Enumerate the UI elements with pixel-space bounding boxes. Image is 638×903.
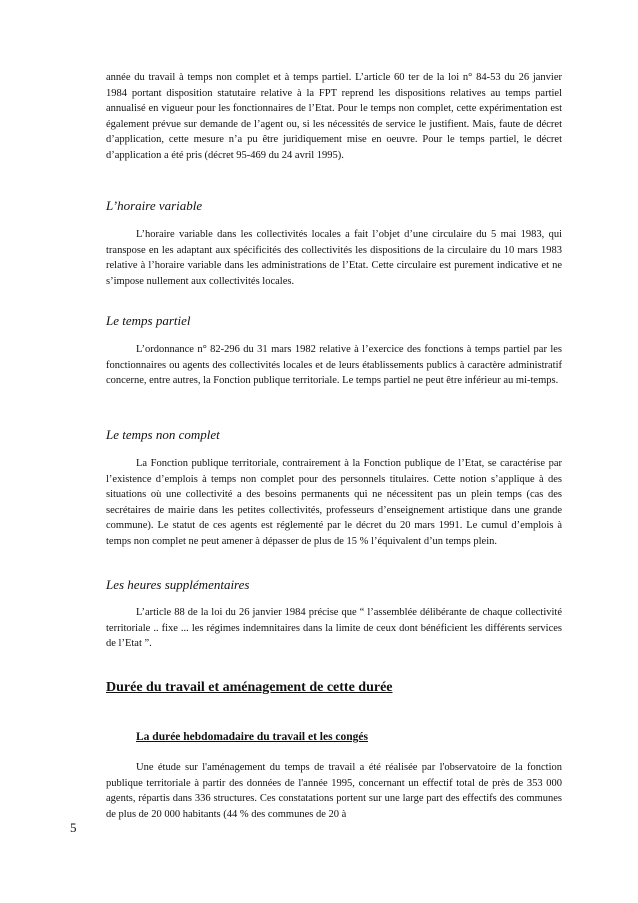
paragraph-heures-supplementaires: L’article 88 de la loi du 26 janvier 1984 précise que “ l’assemblée délibérante de chaque collectivité territoriale .. fixe ... les régimes indemnitaires dans la limite de ceux dont bénéficient les différents services de l’Etat ”. [106,607,562,649]
heading-temps-partiel: Le temps partiel [106,313,191,328]
page-number: 5 [70,820,77,835]
paragraph-temps-annualise: année du travail à temps non complet et à temps partiel. L’article 60 ter de la loi n° 84-53 du 26 janvier 1984 portant disposition statutaire relative à la FPT reprend les dispositions relatives au temps partiel annualisé en vigueur pour les fonctionnaires de l’Etat. Pour le temps non complet, cette expérimentation est également prévue sur demande de l’agent ou, si les nécessités de service le justifient. Mais, faute de décret d’application, cette mesure n’a pu être juridiquement mise en oeuvre. Pour le temps partiel, le décret d’application a été pris (décret 95-469 du 24 avril 1995). [106,72,562,161]
paragraph-etude-observatoire: Une étude sur l'aménagement du temps de travail a été réalisée par l'observatoire de la fonction publique territoriale à partir des données de l'année 1995, concernant un effectif total de près de 353 000 agents, répartis dans 336 structures. Ces constatations portent sur une large part des effectifs des communes de plus de 20 000 habitants (44 % des communes de 20 à [106,762,562,820]
paragraph-temps-partiel: L’ordonnance n° 82-296 du 31 mars 1982 relative à l’exercice des fonctions à temps partiel par les fonctionnaires ou agents des collectivités locales et de leurs établissements publics à caractère administratif concerne, entre autres, la Fonction publique territoriale. Le temps partiel ne peut être inférieur au mi-temps. [106,344,562,386]
heading-horaire-variable: L’horaire variable [106,198,203,213]
paragraph-horaire-variable: L’horaire variable dans les collectivités locales a fait l’objet d’une circulaire du 5 mai 1983, qui transpose en les adaptant aux spécificités des collectivités les dispositions de la circulaire du 10 mars 1983 relative à l’horaire variable dans les administrations de l’Etat. Cette circulaire est purement indicative et ne s’impose nullement aux collectivités locales. [106,229,562,287]
paragraph-temps-non-complet: La Fonction publique territoriale, contrairement à la Fonction publique de l’Etat, se caractérise par l’existence d’emplois à temps non complet pour des personnels titulaires. Cette notion s’applique à des situations où une collectivité a des besoins permanents qui ne nécessitent pas un plein temps (cas des secrétaires de mairie dans les petites collectivités, professeurs d’enseignement artistique dans une grande commune). Le statut de ces agents est réglementé par le décret du 20 mars 1991. Le cumul d’emplois à temps non complet ne peut amener à dépasser de plus de 15 % l’équivalent d’un temps plein. [106,458,562,547]
heading-heures-supplementaires: Les heures supplémentaires [106,577,250,592]
subsection-title-duree-hebdomadaire: La durée hebdomadaire du travail et les congés [136,731,369,743]
heading-temps-non-complet: Le temps non complet [106,427,220,442]
section-title-duree-travail: Durée du travail et aménagement de cette durée [106,680,393,695]
